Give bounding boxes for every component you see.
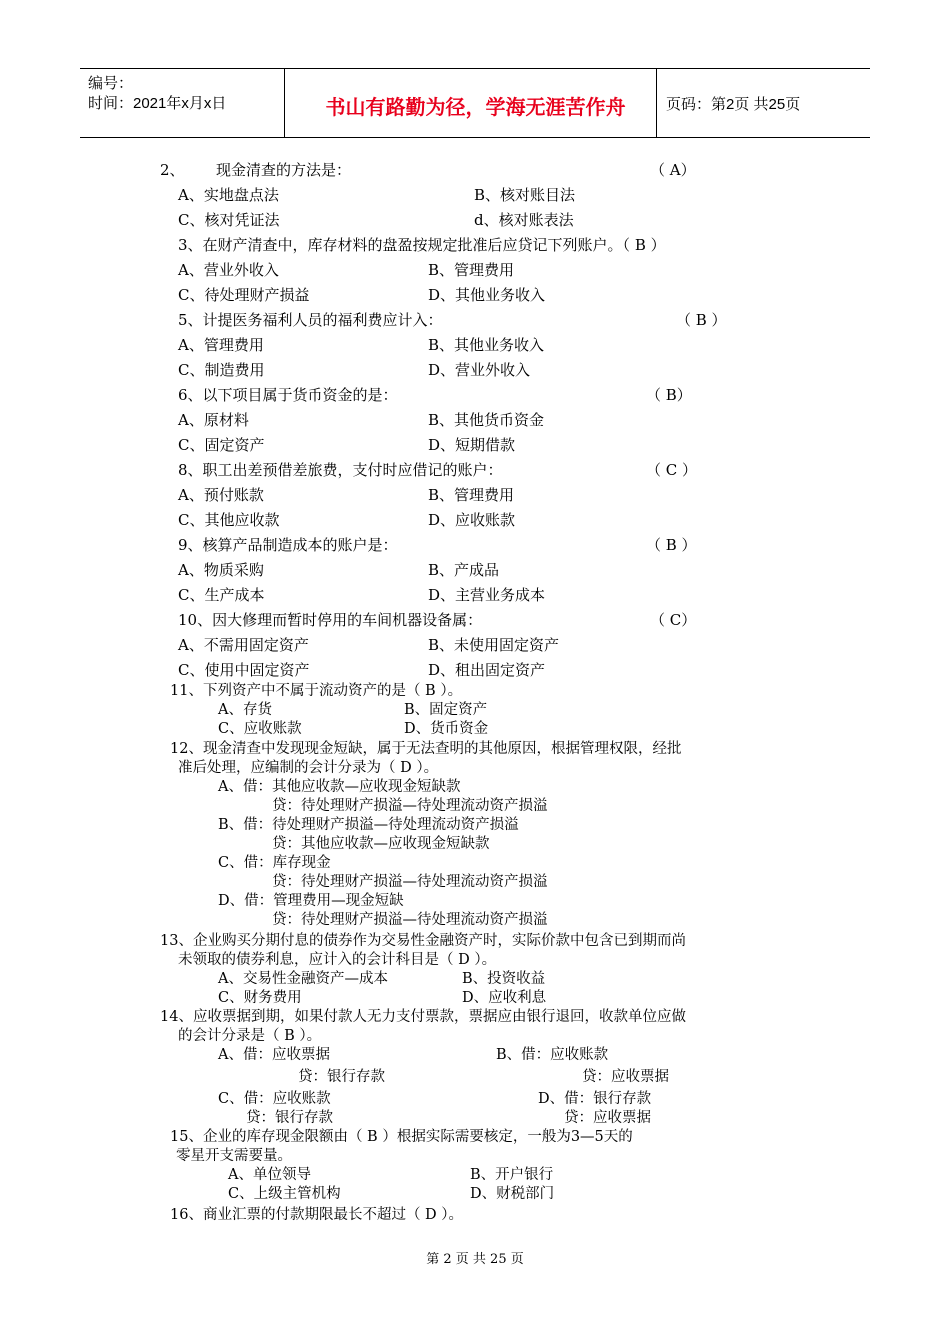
option-detail: 贷：应收票据 xyxy=(582,1069,669,1085)
option: B、开户银行 xyxy=(470,1167,554,1183)
option: D、货币资金 xyxy=(404,721,489,737)
option: A、原材料 xyxy=(178,411,249,429)
question-answer: （ C） xyxy=(650,611,697,629)
option: C、财务费用 xyxy=(218,990,302,1006)
option: B、借：应收账款 xyxy=(496,1047,609,1063)
option: C、核对凭证法 xyxy=(178,211,280,229)
question-stem: 6、以下项目属于货币资金的是： xyxy=(178,386,398,404)
header-meta xyxy=(88,74,226,114)
page-footer: 第 2 页 共 25 页 xyxy=(426,1252,524,1267)
question-answer: （ C ） xyxy=(646,461,698,479)
option: B、管理费用 xyxy=(428,261,515,279)
option: A、管理费用 xyxy=(178,336,264,354)
option: A、不需用固定资产 xyxy=(178,636,309,654)
option: C、上级主管机构 xyxy=(228,1186,341,1202)
header-page-info: 页码：第2页 共25页 xyxy=(666,96,801,113)
option: C、固定资产 xyxy=(178,436,265,454)
page-header xyxy=(80,68,870,138)
question-answer: （ B ） xyxy=(646,536,697,554)
question-stem: 11、下列资产中不属于流动资产的是（ B ）。 xyxy=(170,683,463,699)
option: A、物质采购 xyxy=(178,561,264,579)
question-stem: 的会计分录是（ B ）。 xyxy=(178,1028,322,1044)
option: C、生产成本 xyxy=(178,586,265,604)
question-stem: 14、应收票据到期，如果付款人无力支付票款，票据应由银行退回，收款单位应做 xyxy=(160,1009,686,1025)
option-detail: 贷：待处理财产损溢—待处理流动资产损溢 xyxy=(272,874,548,890)
option: B、借：待处理财产损溢—待处理流动资产损溢 xyxy=(218,817,519,833)
option-detail: 贷：银行存款 xyxy=(298,1069,385,1085)
option: C、制造费用 xyxy=(178,361,265,379)
option: A、存货 xyxy=(218,702,272,718)
option-detail: 贷：银行存款 xyxy=(246,1110,333,1126)
option: B、其他业务收入 xyxy=(428,336,545,354)
question-stem: 9、核算产品制造成本的账户是： xyxy=(178,536,398,554)
question-stem: 未领取的债券利息，应计入的会计科目是（ D ）。 xyxy=(178,952,497,968)
option: B、固定资产 xyxy=(404,702,488,718)
question-stem: 8、职工出差预借差旅费，支付时应借记的账户： xyxy=(178,461,503,479)
question-stem: 13、企业购买分期付息的债券作为交易性金融资产时，实际价款中包含已到期而尚 xyxy=(160,933,686,949)
option: C、使用中固定资产 xyxy=(178,661,310,679)
option: D、营业外收入 xyxy=(428,361,531,379)
option: B、其他货币资金 xyxy=(428,411,545,429)
question-answer: （ A） xyxy=(650,161,696,179)
doc-number-label: 编号： xyxy=(88,75,134,92)
question-stem: 准后处理，应编制的会计分录为（ D ）。 xyxy=(178,760,439,776)
doc-time: 时间：2021年x月x日 xyxy=(88,95,227,112)
option: D、短期借款 xyxy=(428,436,516,454)
option: A、预付账款 xyxy=(178,486,264,504)
option: A、借：其他应收款—应收现金短缺款 xyxy=(218,779,461,795)
question-number: 2、 xyxy=(160,161,185,179)
option: C、应收账款 xyxy=(218,721,302,737)
option-detail: 贷：待处理财产损溢—待处理流动资产损溢 xyxy=(272,912,548,928)
option: C、借：库存现金 xyxy=(218,855,331,871)
question-stem: 10、因大修理而暂时停用的车间机器设备属： xyxy=(178,611,483,629)
option: D、租出固定资产 xyxy=(428,661,546,679)
option: B、核对账目法 xyxy=(474,186,576,204)
option: D、借：银行存款 xyxy=(538,1091,652,1107)
option: D、借：管理费用—现金短缺 xyxy=(218,893,404,909)
option: B、产成品 xyxy=(428,561,500,579)
option: A、实地盘点法 xyxy=(178,186,279,204)
question-stem: 5、计提医务福利人员的福利费应计入： xyxy=(178,311,443,329)
option: A、单位领导 xyxy=(228,1167,311,1183)
header-motto: 书山有路勤为径，学海无涯苦作舟 xyxy=(325,97,626,119)
option: A、营业外收入 xyxy=(178,261,279,279)
question-stem: 15、企业的库存现金限额由（ B ）根据实际需要核定，一般为3—5天的 xyxy=(170,1129,633,1145)
option: D、财税部门 xyxy=(470,1186,555,1202)
option: C、待处理财产损益 xyxy=(178,286,310,304)
question-stem: 3、在财产清查中，库存材料的盘盈按规定批准后应贷记下列账户。（ B ） xyxy=(178,236,666,254)
option: d、核对账表法 xyxy=(474,211,574,229)
option: D、主营业务成本 xyxy=(428,586,546,604)
question-answer: （ B ） xyxy=(676,311,727,329)
question-stem: 12、现金清查中发现现金短缺，属于无法查明的其他原因，根据管理权限，经批 xyxy=(170,741,682,757)
option-detail: 贷：应收票据 xyxy=(564,1110,651,1126)
question-stem: 16、商业汇票的付款期限最长不超过（ D ）。 xyxy=(170,1207,464,1223)
question-stem: 现金清查的方法是： xyxy=(216,161,352,179)
option: C、其他应收款 xyxy=(178,511,280,529)
option: B、未使用固定资产 xyxy=(428,636,560,654)
option: D、应收账款 xyxy=(428,511,516,529)
option-detail: 贷：其他应收款—应收现金短缺款 xyxy=(272,836,490,852)
question-answer: （ B） xyxy=(646,386,692,404)
option: A、借：应收票据 xyxy=(218,1047,330,1063)
option: B、投资收益 xyxy=(462,971,546,987)
option: D、其他业务收入 xyxy=(428,286,546,304)
option: A、交易性金融资产—成本 xyxy=(218,971,388,987)
option: B、管理费用 xyxy=(428,486,515,504)
option-detail: 贷：待处理财产损溢—待处理流动资产损溢 xyxy=(272,798,548,814)
option: C、借：应收账款 xyxy=(218,1091,331,1107)
option: D、应收利息 xyxy=(462,990,547,1006)
question-stem: 零星开支需要量。 xyxy=(176,1148,292,1164)
